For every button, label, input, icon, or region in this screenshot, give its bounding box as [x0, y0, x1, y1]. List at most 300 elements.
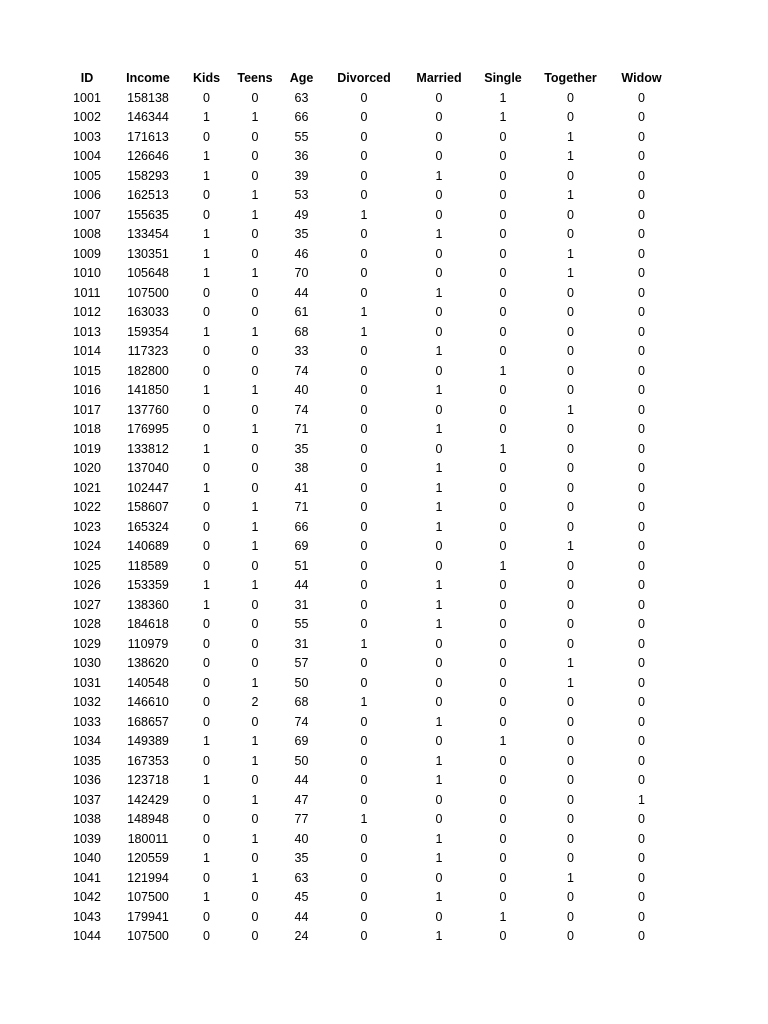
cell-id: 1001 [73, 90, 101, 105]
cell-married: 0 [435, 792, 443, 807]
cell-id: 1031 [73, 675, 101, 690]
cell-divorced: 0 [360, 441, 368, 456]
cell-age: 46 [294, 246, 309, 261]
cell-single: 0 [499, 812, 507, 826]
cell-kids: 0 [203, 539, 210, 553]
cell-married: 1 [435, 422, 443, 436]
column-header-teens: Teens [237, 71, 273, 85]
cell-widow: 0 [638, 168, 645, 183]
table-row [58, 732, 672, 752]
cell-age: 50 [294, 675, 309, 690]
cell-age: 69 [294, 734, 309, 748]
cell-kids: 0 [203, 500, 210, 514]
cell-married: 0 [435, 110, 443, 124]
cell-divorced: 0 [360, 227, 368, 241]
cell-age: 33 [294, 344, 309, 358]
cell-age: 44 [294, 578, 309, 592]
table-row [58, 128, 672, 148]
cell-kids: 0 [203, 831, 210, 846]
cell-together: 0 [567, 578, 574, 592]
cell-id: 1020 [73, 461, 101, 475]
table-row [58, 186, 672, 206]
cell-together: 0 [567, 753, 574, 768]
cell-kids: 0 [203, 461, 210, 475]
cell-id: 1008 [73, 227, 101, 241]
cell-single: 1 [499, 363, 507, 378]
cell-income: 146344 [127, 110, 169, 124]
cell-kids: 0 [203, 909, 210, 924]
cell-kids: 0 [203, 363, 210, 378]
cell-kids: 0 [203, 344, 210, 358]
table-row [58, 888, 672, 908]
cell-widow: 0 [638, 695, 645, 709]
column-header-single: Single [484, 71, 522, 85]
cell-income: 130351 [127, 246, 169, 261]
cell-widow: 0 [638, 246, 645, 261]
cell-divorced: 0 [360, 909, 368, 924]
cell-widow: 0 [638, 110, 645, 124]
cell-id: 1010 [73, 266, 101, 280]
cell-single: 1 [499, 90, 507, 105]
cell-widow: 0 [638, 909, 645, 924]
cell-kids: 0 [203, 753, 210, 768]
cell-divorced: 0 [360, 734, 368, 748]
cell-kids: 0 [203, 207, 210, 222]
cell-income: 179941 [127, 909, 169, 924]
header-row [58, 69, 672, 89]
cell-age: 57 [294, 656, 309, 670]
cell-age: 44 [294, 909, 309, 924]
cell-together: 0 [567, 890, 574, 904]
data-table [58, 69, 672, 947]
cell-id: 1002 [73, 110, 101, 124]
cell-income: 180011 [127, 831, 169, 846]
cell-teens: 0 [251, 617, 259, 631]
cell-divorced: 1 [360, 636, 368, 651]
cell-married: 0 [435, 324, 443, 339]
cell-single: 0 [499, 207, 507, 222]
table-row [58, 401, 672, 421]
cell-id: 1021 [73, 480, 101, 495]
cell-age: 77 [294, 812, 309, 826]
cell-married: 0 [435, 305, 443, 319]
cell-together: 0 [567, 207, 574, 222]
cell-income: 105648 [127, 266, 169, 280]
cell-teens: 1 [251, 324, 259, 339]
cell-divorced: 0 [360, 266, 368, 280]
cell-divorced: 1 [360, 324, 368, 339]
cell-teens: 0 [251, 714, 259, 729]
cell-single: 0 [499, 324, 507, 339]
cell-widow: 0 [638, 558, 645, 573]
cell-together: 1 [567, 402, 574, 417]
cell-kids: 0 [203, 305, 210, 319]
column-header-income: Income [126, 71, 170, 85]
cell-married: 0 [435, 266, 443, 280]
cell-single: 0 [499, 695, 507, 709]
column-header-together: Together [544, 71, 597, 85]
cell-kids: 0 [203, 188, 210, 202]
table-row [58, 596, 672, 616]
cell-widow: 0 [638, 539, 645, 553]
cell-married: 1 [435, 753, 443, 768]
cell-single: 0 [499, 246, 507, 261]
cell-divorced: 0 [360, 773, 368, 787]
cell-together: 0 [567, 558, 574, 573]
table-row [58, 440, 672, 460]
cell-teens: 1 [251, 870, 259, 885]
cell-single: 0 [499, 831, 507, 846]
cell-widow: 0 [638, 188, 645, 202]
cell-married: 0 [435, 870, 443, 885]
cell-married: 1 [435, 831, 443, 846]
cell-id: 1033 [73, 714, 101, 729]
cell-widow: 0 [638, 441, 645, 456]
cell-teens: 1 [251, 578, 259, 592]
cell-widow: 0 [638, 636, 645, 651]
cell-id: 1022 [73, 500, 101, 514]
cell-married: 0 [435, 90, 443, 105]
table-row [58, 654, 672, 674]
cell-id: 1027 [73, 597, 101, 612]
cell-together: 1 [567, 149, 574, 163]
cell-married: 0 [435, 695, 443, 709]
table-row [58, 791, 672, 811]
cell-id: 1039 [73, 831, 101, 846]
cell-divorced: 1 [360, 305, 368, 319]
cell-together: 0 [567, 422, 574, 436]
cell-age: 74 [294, 363, 309, 378]
cell-widow: 0 [638, 773, 645, 787]
cell-divorced: 0 [360, 383, 368, 397]
cell-together: 1 [567, 129, 574, 144]
cell-divorced: 0 [360, 402, 368, 417]
cell-teens: 1 [251, 422, 259, 436]
cell-married: 1 [435, 617, 443, 631]
cell-married: 1 [435, 461, 443, 475]
cell-age: 68 [294, 695, 309, 709]
cell-age: 66 [294, 110, 309, 124]
cell-divorced: 0 [360, 480, 368, 495]
cell-age: 71 [294, 422, 309, 436]
cell-age: 39 [294, 168, 309, 183]
table-row [58, 693, 672, 713]
cell-together: 0 [567, 929, 574, 943]
cell-age: 35 [294, 227, 309, 241]
cell-id: 1012 [73, 305, 101, 319]
cell-together: 0 [567, 695, 574, 709]
cell-income: 158293 [127, 168, 169, 183]
cell-teens: 0 [251, 363, 259, 378]
cell-age: 38 [294, 461, 309, 475]
cell-together: 1 [567, 870, 574, 885]
cell-income: 121994 [127, 870, 169, 885]
table-row [58, 206, 672, 226]
cell-id: 1029 [73, 636, 101, 651]
cell-single: 0 [499, 500, 507, 514]
cell-divorced: 0 [360, 168, 368, 183]
cell-id: 1034 [73, 734, 101, 748]
cell-income: 107500 [127, 890, 169, 904]
cell-together: 0 [567, 597, 574, 612]
table-row [58, 147, 672, 167]
cell-divorced: 0 [360, 870, 368, 885]
table-row [58, 518, 672, 538]
cell-teens: 0 [251, 149, 259, 163]
cell-single: 1 [499, 909, 507, 924]
cell-divorced: 1 [360, 812, 368, 826]
cell-married: 1 [435, 714, 443, 729]
cell-age: 63 [294, 870, 309, 885]
cell-widow: 0 [638, 929, 645, 943]
table-row [58, 713, 672, 733]
table-row [58, 752, 672, 772]
cell-single: 0 [499, 597, 507, 612]
cell-teens: 0 [251, 656, 259, 670]
cell-age: 71 [294, 500, 309, 514]
cell-income: 158607 [127, 500, 169, 514]
cell-income: 120559 [127, 851, 169, 865]
cell-widow: 0 [638, 90, 645, 105]
cell-married: 1 [435, 227, 443, 241]
cell-together: 0 [567, 734, 574, 748]
cell-kids: 0 [203, 812, 210, 826]
cell-together: 0 [567, 363, 574, 378]
cell-single: 0 [499, 675, 507, 690]
cell-income: 123718 [127, 773, 169, 787]
cell-divorced: 0 [360, 246, 368, 261]
cell-income: 107500 [127, 929, 169, 943]
cell-income: 141850 [127, 383, 169, 397]
cell-income: 168657 [127, 714, 169, 729]
cell-single: 0 [499, 851, 507, 865]
cell-widow: 0 [638, 305, 645, 319]
cell-married: 0 [435, 188, 443, 202]
table-row [58, 225, 672, 245]
cell-age: 63 [294, 90, 309, 105]
cell-together: 0 [567, 110, 574, 124]
table-row [58, 362, 672, 382]
cell-single: 0 [499, 383, 507, 397]
cell-single: 0 [499, 792, 507, 807]
cell-married: 0 [435, 812, 443, 826]
cell-widow: 0 [638, 285, 645, 300]
cell-teens: 0 [251, 344, 259, 358]
cell-married: 0 [435, 402, 443, 417]
cell-together: 0 [567, 519, 574, 534]
cell-age: 31 [294, 597, 309, 612]
cell-id: 1044 [73, 929, 101, 943]
cell-single: 0 [499, 636, 507, 651]
table-row [58, 615, 672, 635]
cell-married: 1 [435, 773, 443, 787]
cell-id: 1038 [73, 812, 101, 826]
cell-married: 0 [435, 675, 443, 690]
cell-together: 0 [567, 812, 574, 826]
cell-income: 158138 [127, 90, 169, 105]
cell-age: 69 [294, 539, 309, 553]
cell-divorced: 0 [360, 617, 368, 631]
cell-widow: 0 [638, 324, 645, 339]
cell-id: 1036 [73, 773, 101, 787]
cell-single: 0 [499, 129, 507, 144]
cell-together: 1 [567, 675, 574, 690]
cell-widow: 0 [638, 734, 645, 748]
cell-age: 61 [294, 305, 309, 319]
cell-age: 40 [294, 383, 309, 397]
cell-kids: 0 [203, 422, 210, 436]
cell-single: 0 [499, 890, 507, 904]
cell-income: 137760 [127, 402, 169, 417]
cell-kids: 1 [203, 734, 210, 748]
cell-id: 1013 [73, 324, 101, 339]
cell-id: 1030 [73, 656, 101, 670]
cell-single: 0 [499, 285, 507, 300]
cell-divorced: 0 [360, 129, 368, 144]
cell-kids: 1 [203, 168, 210, 183]
table-row [58, 810, 672, 830]
cell-income: 126646 [127, 149, 169, 163]
cell-kids: 1 [203, 890, 210, 904]
cell-kids: 0 [203, 90, 210, 105]
table-row [58, 264, 672, 284]
cell-divorced: 1 [360, 207, 368, 222]
cell-id: 1028 [73, 617, 101, 631]
cell-married: 0 [435, 129, 443, 144]
cell-teens: 1 [251, 110, 259, 124]
cell-widow: 0 [638, 870, 645, 885]
cell-together: 1 [567, 656, 574, 670]
cell-together: 0 [567, 324, 574, 339]
cell-age: 40 [294, 831, 309, 846]
cell-together: 0 [567, 500, 574, 514]
cell-divorced: 0 [360, 344, 368, 358]
cell-widow: 0 [638, 227, 645, 241]
table-row [58, 342, 672, 362]
cell-kids: 1 [203, 480, 210, 495]
cell-single: 0 [499, 168, 507, 183]
cell-widow: 0 [638, 149, 645, 163]
cell-teens: 1 [251, 753, 259, 768]
cell-single: 0 [499, 617, 507, 631]
cell-single: 0 [499, 773, 507, 787]
cell-widow: 0 [638, 363, 645, 378]
cell-widow: 0 [638, 753, 645, 768]
cell-married: 0 [435, 734, 443, 748]
cell-single: 0 [499, 714, 507, 729]
cell-married: 1 [435, 597, 443, 612]
cell-widow: 0 [638, 714, 645, 729]
cell-kids: 1 [203, 578, 210, 592]
cell-income: 138360 [127, 597, 169, 612]
cell-teens: 1 [251, 831, 259, 846]
cell-single: 0 [499, 480, 507, 495]
cell-together: 0 [567, 344, 574, 358]
cell-together: 0 [567, 851, 574, 865]
cell-married: 1 [435, 578, 443, 592]
cell-id: 1009 [73, 246, 101, 261]
cell-single: 1 [499, 734, 507, 748]
cell-income: 146610 [127, 695, 169, 709]
cell-widow: 0 [638, 656, 645, 670]
cell-married: 1 [435, 383, 443, 397]
table-body [58, 89, 672, 947]
cell-age: 70 [294, 266, 309, 280]
cell-id: 1005 [73, 168, 101, 183]
cell-kids: 0 [203, 519, 210, 534]
cell-widow: 0 [638, 831, 645, 846]
cell-id: 1016 [73, 383, 101, 397]
cell-id: 1006 [73, 188, 101, 202]
cell-income: 140689 [127, 539, 169, 553]
cell-kids: 1 [203, 597, 210, 612]
cell-together: 0 [567, 909, 574, 924]
cell-income: 159354 [127, 324, 169, 339]
cell-divorced: 0 [360, 285, 368, 300]
cell-income: 153359 [127, 578, 169, 592]
cell-age: 24 [294, 929, 309, 943]
cell-age: 55 [294, 129, 309, 144]
cell-married: 1 [435, 500, 443, 514]
cell-income: 171613 [127, 129, 169, 144]
cell-teens: 0 [251, 890, 259, 904]
cell-divorced: 0 [360, 110, 368, 124]
cell-widow: 0 [638, 461, 645, 475]
cell-age: 44 [294, 773, 309, 787]
cell-teens: 1 [251, 266, 259, 280]
cell-single: 0 [499, 461, 507, 475]
cell-married: 0 [435, 363, 443, 378]
cell-kids: 1 [203, 110, 210, 124]
cell-married: 1 [435, 480, 443, 495]
cell-single: 0 [499, 149, 507, 163]
cell-age: 36 [294, 149, 309, 163]
cell-kids: 1 [203, 324, 210, 339]
cell-age: 55 [294, 617, 309, 631]
cell-id: 1019 [73, 441, 101, 456]
column-header-divorced: Divorced [337, 71, 391, 85]
table-row [58, 323, 672, 343]
cell-together: 1 [567, 188, 574, 202]
cell-single: 0 [499, 188, 507, 202]
cell-id: 1032 [73, 695, 101, 709]
cell-age: 49 [294, 207, 309, 222]
cell-teens: 1 [251, 383, 259, 397]
table-row [58, 830, 672, 850]
cell-single: 0 [499, 344, 507, 358]
table-row [58, 849, 672, 869]
table-row [58, 908, 672, 928]
cell-id: 1040 [73, 851, 101, 865]
cell-id: 1018 [73, 422, 101, 436]
cell-teens: 0 [251, 441, 259, 456]
cell-married: 1 [435, 168, 443, 183]
cell-together: 0 [567, 480, 574, 495]
cell-income: 133812 [127, 441, 169, 456]
table-row [58, 479, 672, 499]
cell-age: 50 [294, 753, 309, 768]
cell-widow: 0 [638, 617, 645, 631]
column-header-age: Age [289, 71, 314, 85]
cell-teens: 1 [251, 500, 259, 514]
cell-together: 0 [567, 441, 574, 456]
column-header-kids: Kids [192, 71, 221, 85]
cell-single: 1 [499, 558, 507, 573]
cell-age: 35 [294, 441, 309, 456]
cell-age: 74 [294, 714, 309, 729]
cell-income: 149389 [127, 734, 169, 748]
cell-together: 0 [567, 305, 574, 319]
